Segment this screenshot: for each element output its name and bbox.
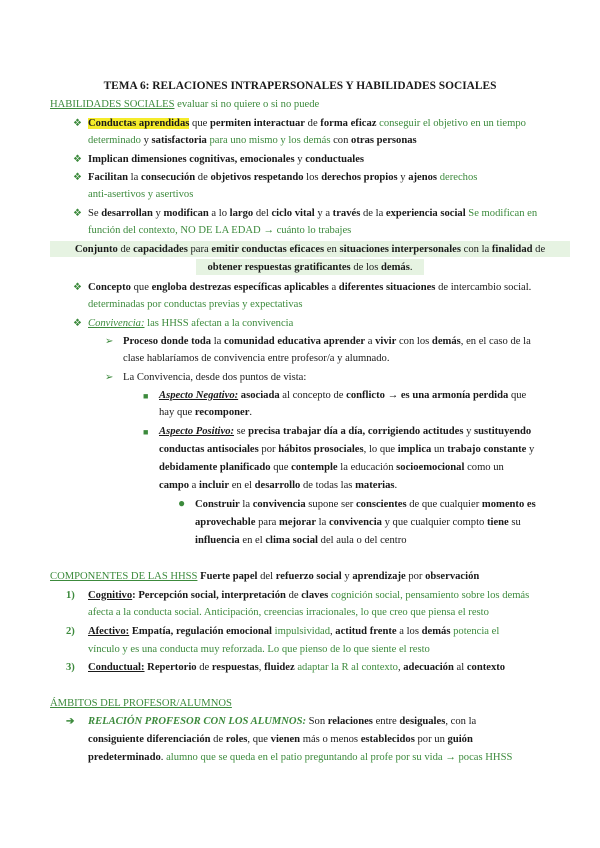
t: , [397, 662, 404, 673]
t: convivencia [252, 499, 306, 510]
t: sustituyendo [474, 426, 532, 437]
t: conductuales [305, 154, 365, 165]
t: Concepto [88, 282, 131, 293]
t: convivencia [328, 517, 382, 528]
t: adecuación [403, 662, 454, 673]
componente-conductual [88, 661, 505, 674]
t: y [463, 426, 475, 437]
t: clima social [265, 535, 318, 546]
t: Fuerte papel [197, 571, 258, 582]
t: permiten interactuar [209, 118, 305, 129]
t: adaptar la R al contexto [294, 662, 398, 673]
aspecto-positivo-cont2 [159, 461, 504, 474]
t: relaciones [327, 716, 373, 727]
bullet-implican [88, 153, 364, 166]
t: más o menos [300, 734, 361, 745]
t: ajenos [408, 172, 438, 183]
arrowhead-bullet-icon: ➢ [105, 372, 114, 383]
list-number: 1) [66, 590, 75, 601]
list-number: 3) [66, 662, 75, 673]
t: del [257, 571, 276, 582]
t: que [189, 118, 210, 129]
t: que [270, 462, 292, 473]
t: y [526, 444, 535, 455]
t: forma eficaz [320, 118, 377, 129]
diamond-bullet-icon: ❖ [73, 118, 82, 129]
t: la [128, 172, 141, 183]
t: de que cualquier [406, 499, 482, 510]
componente-afectivo-cont: vínculo y es una conducta muy reforzada. Lo que pienso de lo que siente el resto [88, 644, 430, 655]
diamond-bullet-icon: ❖ [73, 208, 82, 219]
t: obtener respuestas gratificantes [207, 262, 351, 273]
sub-convivencia-puntos: La Convivencia, desde dos puntos de vista: [123, 372, 307, 383]
t: , [258, 662, 265, 673]
square-bullet-icon: ■ [143, 391, 149, 401]
t: comunidad educativa aprender [224, 336, 366, 347]
t: Son [306, 716, 328, 727]
page-title: TEMA 6: RELACIONES INTRAPERSONALES Y HABILIDADES SOCIALES [103, 80, 497, 92]
t: a [189, 480, 200, 491]
t: supone ser [305, 499, 356, 510]
t: modifican [163, 208, 209, 219]
t: incluir [199, 480, 230, 491]
t: precisa trabajar día a día, corrigiendo actitudes [248, 426, 464, 437]
t: guión [447, 734, 473, 745]
t: → [384, 390, 401, 401]
t: y [140, 135, 152, 146]
componente-cognitivo [88, 589, 529, 602]
dot-bullet-icon: ● [178, 496, 186, 510]
heading-text: COMPONENTES DE LAS HHSS [50, 571, 198, 582]
t: diferentes situaciones [338, 282, 436, 293]
t: su [508, 517, 521, 528]
t: y a [314, 208, 333, 219]
t: , [330, 626, 336, 637]
t: con la [460, 244, 492, 255]
t: emitir conductas eficaces [211, 244, 325, 255]
aspecto-positivo-cont3 [159, 479, 397, 492]
aspecto-positivo [159, 425, 531, 438]
t: de [532, 244, 546, 255]
t: con [333, 135, 352, 146]
construir-convivencia-cont1 [195, 516, 521, 529]
t: a [328, 282, 339, 293]
t: Se [88, 208, 102, 219]
t: satisfactoria [151, 135, 207, 146]
t: potencia el [450, 626, 500, 637]
diamond-bullet-icon: ❖ [73, 172, 82, 183]
t: observación [425, 571, 480, 582]
t: través [332, 208, 361, 219]
construir-convivencia [195, 498, 536, 511]
t: a lo [208, 208, 230, 219]
t: vivir [375, 336, 397, 347]
aspecto-negativo [159, 389, 526, 402]
t: la [211, 336, 225, 347]
diamond-bullet-icon: ❖ [73, 318, 82, 329]
t: los [303, 172, 322, 183]
t: en el [229, 480, 255, 491]
t: de todas las [300, 480, 356, 491]
t: por [405, 571, 426, 582]
bullet-concepto [88, 281, 531, 294]
t: consecución [140, 172, 196, 183]
t: mejorar [278, 517, 317, 528]
t: actitud frente [335, 626, 397, 637]
sub-proceso-cont: clase hablaríamos de convivencia entre profesor/a y alumnado. [123, 353, 390, 364]
bullet-concepto-cont: determinadas por conductas previas y expectativas [88, 299, 303, 310]
t: contemple [291, 462, 338, 473]
t: capacidades [133, 244, 188, 255]
t: determinado [88, 135, 141, 146]
t: fluidez [264, 662, 295, 673]
t: como un [464, 462, 504, 473]
t: Facilitan [88, 172, 129, 183]
definition-line-2 [0, 261, 600, 274]
t: Construir [195, 499, 240, 510]
t: aprovechable [195, 517, 256, 528]
componente-afectivo [88, 625, 499, 638]
t: establecidos [360, 734, 415, 745]
t: RELACIÓN PROFESOR CON LOS ALUMNOS: [88, 716, 306, 727]
t: , lo que [363, 444, 398, 455]
t: refuerzo social [275, 571, 342, 582]
aspecto-negativo-cont [159, 406, 252, 419]
t: por [258, 444, 279, 455]
t: conflicto [346, 390, 385, 401]
t: campo [159, 480, 190, 491]
t: del aula o del centro [318, 535, 407, 546]
heading-text: HABILIDADES SOCIALES [50, 99, 175, 110]
t: demás [381, 262, 410, 273]
t: Aspecto Negativo: [159, 390, 239, 401]
list-number: 2) [66, 626, 75, 637]
t: Se modifican en [465, 208, 538, 219]
heading-note: evaluar si no quiere o si no puede [174, 99, 320, 110]
square-bullet-icon: ■ [143, 427, 149, 437]
t: vienen [270, 734, 301, 745]
t: conseguir el objetivo en un tiempo [376, 118, 526, 129]
t: consiguiente diferenciación [88, 734, 211, 745]
t: experiencia social [385, 208, 466, 219]
t: y [397, 172, 409, 183]
t: y [294, 154, 306, 165]
t: . [160, 752, 167, 763]
bullet-facilitan [88, 171, 477, 184]
relacion-profesor [88, 715, 476, 728]
t: entre [372, 716, 400, 727]
t: Afectivo: [88, 626, 130, 637]
t: impulsividad [272, 626, 330, 637]
t: que [130, 282, 152, 293]
t: para [255, 517, 279, 528]
t: la [239, 499, 253, 510]
bullet-desarrollan-cont: función del contexto, NO DE LA EDAD → cuánto lo trabajes [88, 225, 352, 236]
t: hay que [159, 407, 195, 418]
t: al concepto de [279, 390, 347, 401]
t: en el [239, 535, 266, 546]
t: Aspecto Positivo: [159, 426, 235, 437]
t: , que [247, 734, 271, 745]
t: demás [431, 336, 461, 347]
t: recomponer [194, 407, 250, 418]
t: desiguales [399, 716, 446, 727]
t: cognición social, pensamiento sobre los demás [328, 590, 530, 601]
t: es una armonía perdida [400, 390, 509, 401]
t: de [195, 172, 211, 183]
t: la educación [337, 462, 397, 473]
t: a [365, 336, 376, 347]
t: claves [301, 590, 329, 601]
t: Convivencia: [88, 318, 145, 329]
t: para uno mismo y los demás [206, 135, 334, 146]
t: un [431, 444, 448, 455]
t: derechos [437, 172, 478, 183]
arrowhead-bullet-icon: ➢ [105, 336, 114, 347]
t: . [409, 262, 413, 273]
t: de [305, 118, 321, 129]
right-arrow-icon: ➔ [66, 716, 75, 727]
t: aprendizaje [352, 571, 406, 582]
t: conductas antisociales [159, 444, 259, 455]
t: desarrollan [101, 208, 153, 219]
t: para [187, 244, 212, 255]
t: . [249, 407, 253, 418]
relacion-profesor-cont1 [88, 733, 473, 746]
t: asociada [238, 390, 280, 401]
t: que [508, 390, 527, 401]
t: demás [421, 626, 451, 637]
t: situaciones interpersonales [339, 244, 461, 255]
t: , en el caso de la [460, 336, 531, 347]
definition-line-1 [0, 243, 600, 256]
t: debidamente planificado [159, 462, 271, 473]
t: de los [350, 262, 381, 273]
t: respuestas [211, 662, 259, 673]
t: de [117, 244, 134, 255]
t: al [453, 662, 467, 673]
t: trabajo constante [447, 444, 527, 455]
t: implica [397, 444, 432, 455]
t: la [316, 517, 329, 528]
t: conscientes [355, 499, 407, 510]
componente-cognitivo-cont: afecta a la conducta social. Anticipación, creencias irracionales, lo que creo que piensa el resto [88, 607, 489, 618]
t: de intercambio social. [435, 282, 532, 293]
t: en [324, 244, 340, 255]
t: finalidad [491, 244, 533, 255]
sub-proceso [123, 335, 531, 348]
t: momento es [481, 499, 536, 510]
t: Implican dimensiones cognitivas, emocionales [88, 154, 295, 165]
t: : Percepción social, interpretación [132, 590, 286, 601]
t: socioemocional [396, 462, 465, 473]
t: y [341, 571, 353, 582]
t: Proceso donde toda [123, 336, 212, 347]
t: derechos propios [321, 172, 398, 183]
t: de [196, 662, 212, 673]
diamond-bullet-icon: ❖ [73, 282, 82, 293]
t: y [152, 208, 164, 219]
t: Empatía, regulación emocional [129, 626, 273, 637]
t: alumno que se queda en el patio preguntando al profe por su vida → pocas HHSS [166, 752, 513, 763]
t: desarrollo [254, 480, 301, 491]
highlight-text: Conductas aprendidas [88, 118, 190, 129]
bullet-desarrollan [88, 207, 537, 220]
t: y que cualquier compto [381, 517, 487, 528]
aspecto-positivo-cont1 [159, 443, 534, 456]
bullet-convivencia [88, 317, 293, 330]
t: Conjunto [74, 244, 118, 255]
t: ciclo vital [271, 208, 315, 219]
t: predeterminado [88, 752, 161, 763]
diamond-bullet-icon: ❖ [73, 154, 82, 165]
t: a los [396, 626, 422, 637]
t: del [253, 208, 272, 219]
t: con los [396, 336, 432, 347]
t: engloba destrezas específicas aplicables [151, 282, 329, 293]
section-heading-ambitos: ÁMBITOS DEL PROFESOR/ALUMNOS [50, 698, 232, 709]
t: , con la [445, 716, 477, 727]
bullet-conductas [88, 117, 526, 130]
bullet-conductas-cont [88, 134, 417, 147]
t: de [210, 734, 226, 745]
t: las HHSS afectan a la convivencia [144, 318, 294, 329]
t: otras personas [351, 135, 417, 146]
relacion-profesor-cont2 [88, 751, 512, 764]
t: por un [414, 734, 448, 745]
bullet-facilitan-cont: anti-asertivos y asertivos [88, 189, 194, 200]
t: roles [225, 734, 248, 745]
t: influencia [195, 535, 240, 546]
t: de la [360, 208, 386, 219]
t: . [394, 480, 398, 491]
t: materias [355, 480, 395, 491]
t: Cognitivo [88, 590, 133, 601]
t: Conductual: [88, 662, 145, 673]
t: Repertorio [144, 662, 197, 673]
section-heading-habilidades [50, 98, 319, 111]
t: tiene [486, 517, 509, 528]
t: contexto [466, 662, 506, 673]
t: de [285, 590, 302, 601]
t: objetivos respetando [210, 172, 304, 183]
t: hábitos prosociales [278, 444, 364, 455]
t: se [234, 426, 249, 437]
construir-convivencia-cont2 [195, 534, 407, 547]
section-heading-componentes [50, 570, 479, 583]
t: largo [229, 208, 254, 219]
